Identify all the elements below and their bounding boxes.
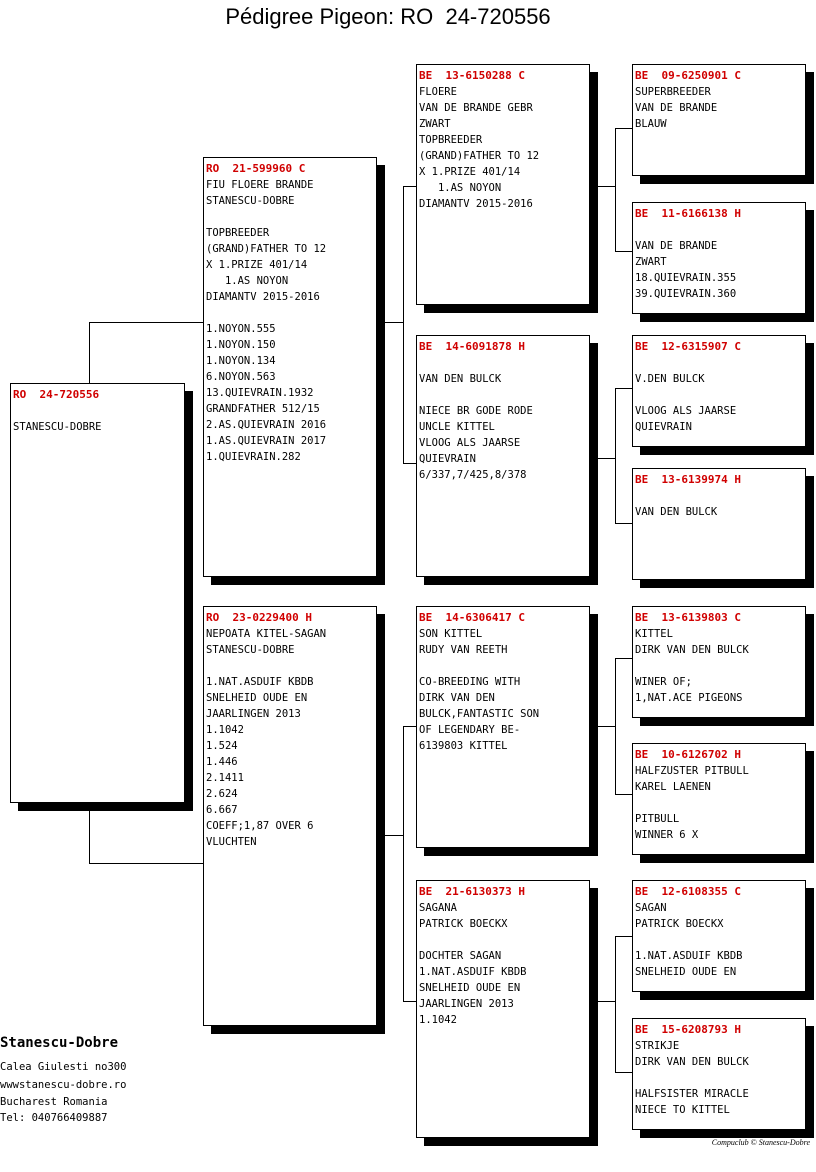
pigeon-card-ssd <box>632 202 806 314</box>
connector-line <box>615 128 616 252</box>
pigeon-info-line: 2.1411 <box>206 772 244 784</box>
pigeon-info-line <box>635 932 805 948</box>
ring-number: BE 09-6250901 C <box>635 69 741 82</box>
connector-line <box>597 1001 616 1002</box>
pigeon-info-line: 1.NAT.ASDUIF KBDB <box>206 676 314 688</box>
pigeon-info-line: 1.1042 <box>419 1014 457 1026</box>
connector-line <box>89 810 90 863</box>
pigeon-info-line <box>635 1070 805 1086</box>
connector-line <box>615 523 633 524</box>
connector-line <box>615 936 616 1073</box>
pigeon-info-line: (GRAND)FATHER TO 12 <box>419 150 540 162</box>
connector-line <box>403 1001 417 1002</box>
pigeon-card-sire-dam <box>416 335 590 577</box>
pigeon-info-line <box>635 658 805 674</box>
pigeon-info-line: SNELHEID OUDE EN <box>206 692 308 704</box>
pigeon-info-line: STANESCU-DOBRE <box>206 644 295 656</box>
pigeon-info-line: KITTEL <box>635 628 673 640</box>
pigeon-info-line: JAARLINGEN 2013 <box>206 708 301 720</box>
pigeon-info-line: X 1.PRIZE 401/14 <box>206 259 308 271</box>
connector-line <box>615 658 616 795</box>
pigeon-info-line: 39.QUIEVRAIN.360 <box>635 288 737 300</box>
pigeon-card-sds <box>632 335 806 447</box>
ring-number: BE 13-6139803 C <box>635 611 741 624</box>
ring-number: RO 24-720556 <box>13 388 100 401</box>
pigeon-info-line: 18.QUIEVRAIN.355 <box>635 272 737 284</box>
connector-line <box>615 251 633 252</box>
pigeon-info-line: BLAUW <box>635 118 667 130</box>
pigeon-info-line: BULCK,FANTASTIC SON <box>419 708 540 720</box>
pigeon-info-line: V.DEN BULCK <box>635 373 705 385</box>
pigeon-info-line: GRANDFATHER 512/15 <box>206 403 320 415</box>
ring-number: BE 14-6091878 H <box>419 340 525 353</box>
connector-line <box>597 726 616 727</box>
pigeon-info-line: HALFZUSTER PITBULL <box>635 765 749 777</box>
connector-line <box>597 458 616 459</box>
pigeon-info-line <box>419 387 589 403</box>
pigeon-info-line: WINER OF; <box>635 676 692 688</box>
pigeon-info-line: DOCHTER SAGAN <box>419 950 502 962</box>
pigeon-info-line <box>419 932 589 948</box>
ring-number: BE 11-6166138 H <box>635 207 741 220</box>
connector-line <box>615 936 633 937</box>
breeder-address: Calea Giulesti no300 <box>0 1061 127 1073</box>
pigeon-info-line: X 1.PRIZE 401/14 <box>419 166 521 178</box>
pigeon-info-line <box>635 387 805 403</box>
pigeon-info-line: PITBULL <box>635 813 680 825</box>
connector-line <box>403 186 417 187</box>
pigeon-info-line: OF LEGENDARY BE- <box>419 724 521 736</box>
connector-line <box>384 322 404 323</box>
pigeon-info-line: VLOOG ALS JAARSE <box>635 405 737 417</box>
pigeon-info-line: 2.624 <box>206 788 238 800</box>
pigeon-info-line: NIECE BR GODE RODE <box>419 405 533 417</box>
ring-number: RO 23-0229400 H <box>206 611 312 624</box>
pigeon-info-line: 1.NOYON.134 <box>206 355 276 367</box>
pigeon-info-line <box>13 403 184 419</box>
pigeon-info-line <box>206 305 376 321</box>
breeder-phone: Tel: 040766409887 <box>0 1112 108 1124</box>
pigeon-info-line: QUIEVRAIN <box>635 421 692 433</box>
pigeon-info-line: 1,NAT.ACE PIGEONS <box>635 692 743 704</box>
pigeon-card-dsd <box>632 743 806 855</box>
pigeon-info-line: 1.1042 <box>206 724 244 736</box>
pigeon-info-line: VAN DE BRANDE <box>635 102 718 114</box>
ring-number: BE 14-6306417 C <box>419 611 525 624</box>
footer-credit: Compuclub © Stanescu-Dobre <box>711 1138 810 1147</box>
ring-number: RO 21-599960 C <box>206 162 306 175</box>
pigeon-info-line: VLOOG ALS JAARSE <box>419 437 521 449</box>
pigeon-info-line: QUIEVRAIN <box>419 453 476 465</box>
ring-number: BE 10-6126702 H <box>635 748 741 761</box>
ring-number: BE 13-6150288 C <box>419 69 525 82</box>
pigeon-info-line: 1.NOYON.150 <box>206 339 276 351</box>
connector-line <box>403 463 417 464</box>
ring-number: BE 21-6130373 H <box>419 885 525 898</box>
pigeon-info-line: KAREL LAENEN <box>635 781 711 793</box>
pigeon-info-line: SUPERBREEDER <box>635 86 711 98</box>
pigeon-info-line: VLUCHTEN <box>206 836 257 848</box>
ring-number: BE 13-6139974 H <box>635 473 741 486</box>
pigeon-info-line: TOPBREEDER <box>206 227 270 239</box>
pigeon-info-line: 13.QUIEVRAIN.1932 <box>206 387 314 399</box>
pigeon-info-line <box>419 658 589 674</box>
pigeon-card-sire <box>203 157 377 577</box>
pigeon-info-line <box>206 658 376 674</box>
pigeon-info-line: NEPOATA KITEL-SAGAN <box>206 628 327 640</box>
pigeon-info-line: (GRAND)FATHER TO 12 <box>206 243 327 255</box>
pigeon-card-sire-sire <box>416 64 590 305</box>
pigeon-card-dam-dam <box>416 880 590 1138</box>
pigeon-info-line: SAGAN <box>635 902 667 914</box>
pigeon-info-line: ZWART <box>419 118 451 130</box>
pigeon-info-line <box>635 795 805 811</box>
connector-line <box>89 322 205 323</box>
pigeon-info-line: DIRK VAN DEN BULCK <box>635 644 749 656</box>
pigeon-info-line: 6139803 KITTEL <box>419 740 508 752</box>
pigeon-card-sss <box>632 64 806 176</box>
pigeon-info-line: SAGANA <box>419 902 457 914</box>
pigeon-info-line: ZWART <box>635 256 667 268</box>
pigeon-card-dam <box>203 606 377 1026</box>
pigeon-info-line: 1.NOYON.555 <box>206 323 276 335</box>
breeder-name: Stanescu-Dobre <box>0 1035 119 1051</box>
pigeon-info-line <box>635 488 805 504</box>
pigeon-info-line: SON KITTEL <box>419 628 483 640</box>
pigeon-info-line: STRIKJE <box>635 1040 680 1052</box>
pigeon-info-line <box>635 222 805 238</box>
connector-line <box>615 388 616 524</box>
breeder-city: Bucharest Romania <box>0 1096 108 1108</box>
connector-line <box>403 726 417 727</box>
pigeon-info-line: STANESCU-DOBRE <box>206 195 295 207</box>
pigeon-info-line: FLOERE <box>419 86 457 98</box>
pigeon-info-line: VAN DEN BULCK <box>419 373 502 385</box>
pigeon-info-line: UNCLE KITTEL <box>419 421 495 433</box>
pigeon-info-line: JAARLINGEN 2013 <box>419 998 514 1010</box>
connector-line <box>597 186 616 187</box>
pigeon-card-dss <box>632 606 806 718</box>
pigeon-card-subject <box>10 383 185 803</box>
pigeon-info-line: WINNER 6 X <box>635 829 699 841</box>
pigeon-info-line: COEFF;1,87 OVER 6 <box>206 820 314 832</box>
pigeon-info-line: 1.AS NOYON <box>206 275 289 287</box>
pigeon-info-line: PATRICK BOECKX <box>419 918 508 930</box>
page-title: Pédigree Pigeon: RO 24-720556 <box>225 4 551 29</box>
connector-line <box>403 186 404 464</box>
pigeon-info-line: CO-BREEDING WITH <box>419 676 521 688</box>
pigeon-info-line: 1.AS NOYON <box>419 182 502 194</box>
connector-line <box>615 128 633 129</box>
connector-line <box>89 863 205 864</box>
pigeon-info-line <box>206 209 376 225</box>
pigeon-card-dam-sire <box>416 606 590 848</box>
pigeon-info-line: VAN DE BRANDE <box>635 240 718 252</box>
pigeon-info-line <box>419 355 589 371</box>
pigeon-info-line: HALFSISTER MIRACLE <box>635 1088 749 1100</box>
breeder-website: wwwstanescu-dobre.ro <box>0 1079 127 1091</box>
pigeon-card-dds <box>632 880 806 992</box>
pigeon-info-line: 2.AS.QUIEVRAIN 2016 <box>206 419 327 431</box>
pigeon-info-line: DIAMANTV 2015-2016 <box>419 198 533 210</box>
pigeon-info-line: DIAMANTV 2015-2016 <box>206 291 320 303</box>
pigeon-info-line: VAN DE BRANDE GEBR <box>419 102 533 114</box>
pigeon-card-ddd <box>632 1018 806 1130</box>
pigeon-info-line: SNELHEID OUDE EN <box>419 982 521 994</box>
pigeon-info-line: 1.AS.QUIEVRAIN 2017 <box>206 435 327 447</box>
pigeon-info-line: 1.QUIEVRAIN.282 <box>206 451 301 463</box>
pigeon-info-line: 1.524 <box>206 740 238 752</box>
pigeon-info-line: VAN DEN BULCK <box>635 506 718 518</box>
connector-line <box>615 1072 633 1073</box>
pigeon-info-line <box>635 355 805 371</box>
pigeon-info-line: TOPBREEDER <box>419 134 483 146</box>
pigeon-info-line: RUDY VAN REETH <box>419 644 508 656</box>
pigeon-info-line: NIECE TO KITTEL <box>635 1104 730 1116</box>
ring-number: BE 12-6108355 C <box>635 885 741 898</box>
pigeon-info-line: 6.667 <box>206 804 238 816</box>
connector-line <box>615 794 633 795</box>
pigeon-info-line: 1.NAT.ASDUIF KBDB <box>635 950 743 962</box>
pigeon-info-line: 1.446 <box>206 756 238 768</box>
pigeon-card-sdd <box>632 468 806 580</box>
connector-line <box>615 388 633 389</box>
pigeon-info-line: 6.NOYON.563 <box>206 371 276 383</box>
pigeon-info-line: PATRICK BOECKX <box>635 918 724 930</box>
pigeon-info-line: DIRK VAN DEN BULCK <box>635 1056 749 1068</box>
pigeon-info-line: SNELHEID OUDE EN <box>635 966 737 978</box>
ring-number: BE 15-6208793 H <box>635 1023 741 1036</box>
pigeon-info-line: DIRK VAN DEN <box>419 692 495 704</box>
pigeon-info-line: 6/337,7/425,8/378 <box>419 469 527 481</box>
connector-line <box>403 726 404 1002</box>
pigeon-info-line: 1.NAT.ASDUIF KBDB <box>419 966 527 978</box>
connector-line <box>384 835 404 836</box>
connector-line <box>615 658 633 659</box>
connector-line <box>89 322 90 384</box>
pigeon-info-line: FIU FLOERE BRANDE <box>206 179 314 191</box>
ring-number: BE 12-6315907 C <box>635 340 741 353</box>
pigeon-info-line: STANESCU-DOBRE <box>13 421 102 433</box>
